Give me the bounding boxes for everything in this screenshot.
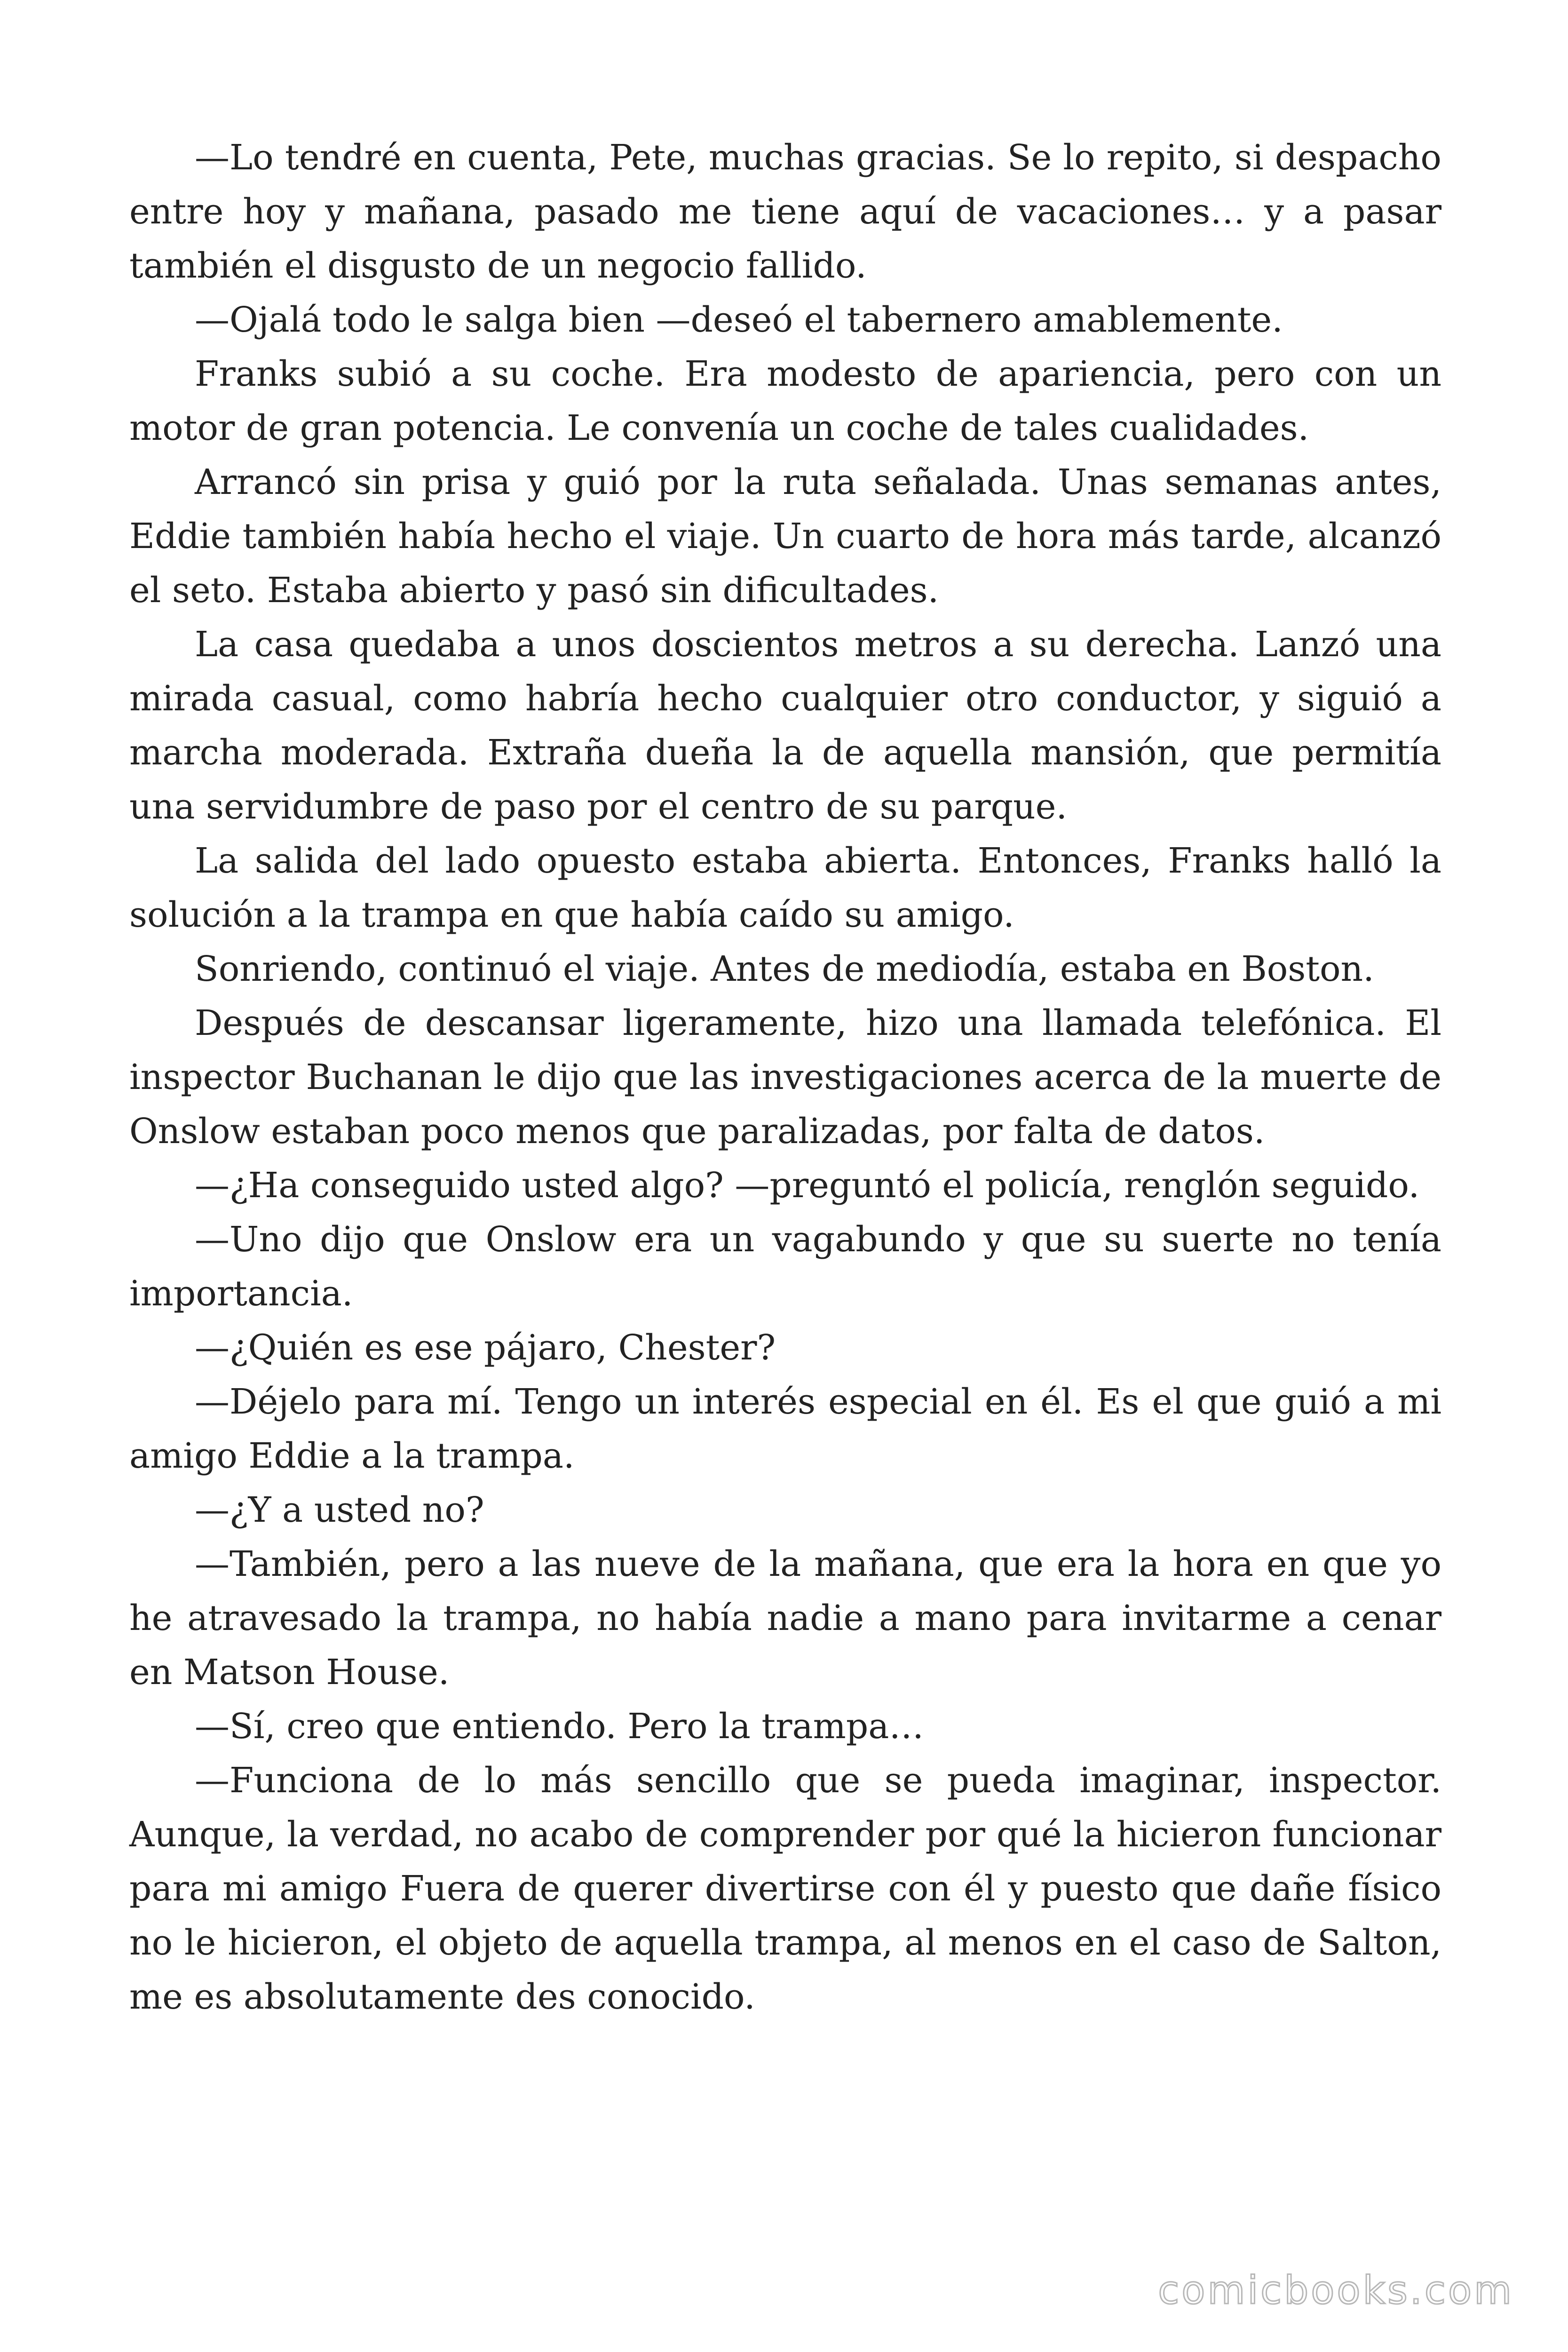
page-body [129, 131, 1441, 2024]
paragraph: —Ojalá todo le salga bien —deseó el tabernero amablemente. [195, 300, 1283, 340]
paragraph: —Funciona de lo más sencillo que se pueda imaginar, inspector. Aunque, la verdad, no acabo de comprender por qué la hicieron funcionar para mi amigo Fuera de querer divertirse con él y puesto que dañe físico no le hicieron, el objeto de aquella trampa, al menos en el caso de Salton, me es absolutamente des conocido. [129, 1760, 1441, 2017]
paragraph: Sonriendo, continuó el viaje. Antes de mediodía, estaba en Boston. [195, 949, 1374, 989]
watermark: comicbooks.com [1158, 2268, 1514, 2313]
paragraph: Después de descansar ligeramente, hizo una llamada telefónica. El inspector Buchanan le dijo que las investigaciones acerca de la muerte de Onslow estaban poco menos que paralizadas, por falta de datos. [129, 1003, 1441, 1152]
paragraph: La salida del lado opuesto estaba abierta. Entonces, Franks halló la solución a la trampa en que había caído su amigo. [129, 841, 1441, 935]
paragraph: —¿Quién es ese pájaro, Chester? [195, 1327, 776, 1368]
paragraph: La casa quedaba a unos doscientos metros a su derecha. Lanzó una mirada casual, como habría hecho cualquier otro conductor, y siguió a marcha moderada. Extraña dueña la de aquella mansión, que permitía una servidumbre de paso por el centro de su parque. [129, 624, 1441, 827]
paragraph: —Sí, creo que entiendo. Pero la trampa… [195, 1706, 924, 1747]
paragraph: —También, pero a las nueve de la mañana, que era la hora en que yo he atravesado la trampa, no había nadie a mano para invitarme a cenar en Matson House. [129, 1544, 1441, 1692]
paragraph: —¿Ha conseguido usted algo? —preguntó el policía, renglón seguido. [195, 1165, 1420, 1206]
paragraph: Arrancó sin prisa y guió por la ruta señalada. Unas semanas antes, Eddie también había hecho el viaje. Un cuarto de hora más tarde, alcanzó el seto. Estaba abierto y pasó sin dificultades. [129, 462, 1441, 611]
paragraph: —¿Y a usted no? [195, 1490, 484, 1530]
paragraph: —Déjelo para mí. Tengo un interés especial en él. Es el que guió a mi amigo Eddie a la trampa. [129, 1382, 1441, 1476]
paragraph: —Uno dijo que Onslow era un vagabundo y que su suerte no tenía importancia. [129, 1219, 1441, 1314]
paragraph: —Lo tendré en cuenta, Pete, muchas gracias. Se lo repito, si despacho entre hoy y mañana, pasado me tiene aquí de vacaciones… y a pasar también el disgusto de un negocio fallido. [129, 137, 1441, 286]
paragraph: Franks subió a su coche. Era modesto de apariencia, pero con un motor de gran potencia. Le convenía un coche de tales cualidades. [129, 354, 1441, 448]
